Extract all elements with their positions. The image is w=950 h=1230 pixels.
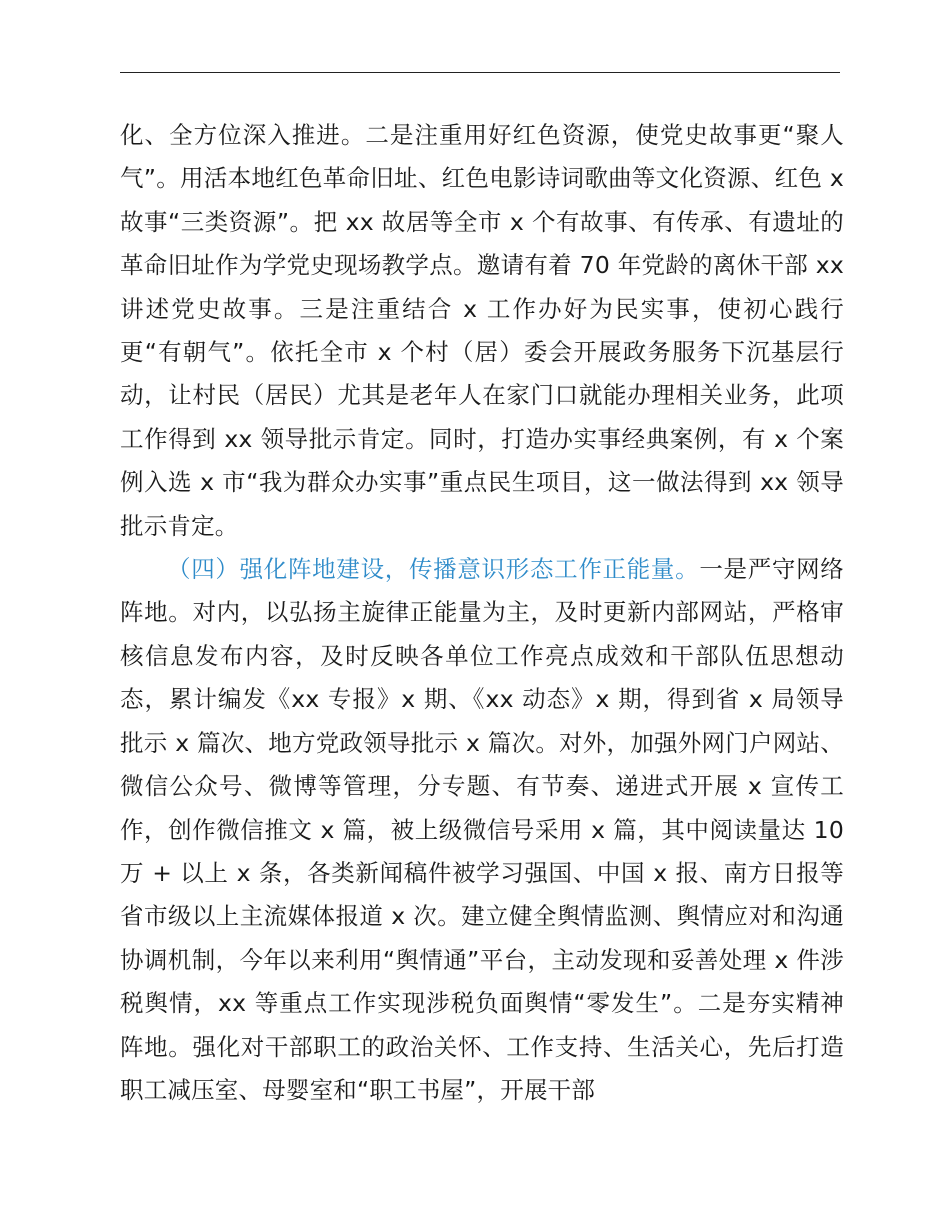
paragraph-party-history: 化、全方位深入推进。二是注重用好红色资源，使党史故事更“聚人气”。用活本地红色革命旧址、红色电影诗词歌曲等文化资源、红色 x 故事“三类资源”。把 xx 故居等全市 x 个有故事、有传承、有遗址的革命旧址作为学党史现场教学点。邀请有着 70 年党龄的离休干部 xx 讲述党史故事。三是注重结合 x 工作办好为民实事，使初心践行更“有朝气”。依托全市 x 个村（居）委会开展政务服务下沉基层行动，让村民（居民）尤其是老年人在家门口就能办理相关业务，此项工作得到 xx 领导批示肯定。同时，打造办实事经典案例，有 x 个案例入选 x 市“我为群众办实事”重点民生项目，这一做法得到 xx 领导批示肯定。 xyxy=(120,121,844,540)
section-heading-four: （四）强化阵地建设，传播意识形态工作正能量。 xyxy=(167,555,700,584)
document-body xyxy=(120,114,844,1112)
section-body-four: 一是严守网络阵地。对内，以弘扬主旋律正能量为主，及时更新内部网站，严格审核信息发布内容，及时反映各单位工作亮点成效和干部队伍思想动态，累计编发《xx 专报》x 期、《xx 动态》x 期，得到省 x 局领导批示 x 篇次、地方党政领导批示 x 篇次。对外，加强外网门户网站、微信公众号、微博等管理，分专题、有节奏、递进式开展 x 宣传工作，创作微信推文 x 篇，被上级微信号采用 x 篇，其中阅读量达 10 万 + 以上 x 条，各类新闻稿件被学习强国、中国 x 报、南方日报等省市级以上主流媒体报道 x 次。建立健全舆情监测、舆情应对和沟通协调机制，今年以来利用“舆情通”平台，主动发现和妥善处理 x 件涉税舆情，xx 等重点工作实现涉税负面舆情“零发生”。二是夯实精神阵地。强化对干部职工的政治关怀、工作支持、生活关心，先后打造职工减压室、母婴室和“职工书屋”，开展干部 xyxy=(120,555,844,1104)
header-rule xyxy=(120,72,840,73)
paragraph-position-building xyxy=(120,548,844,1112)
